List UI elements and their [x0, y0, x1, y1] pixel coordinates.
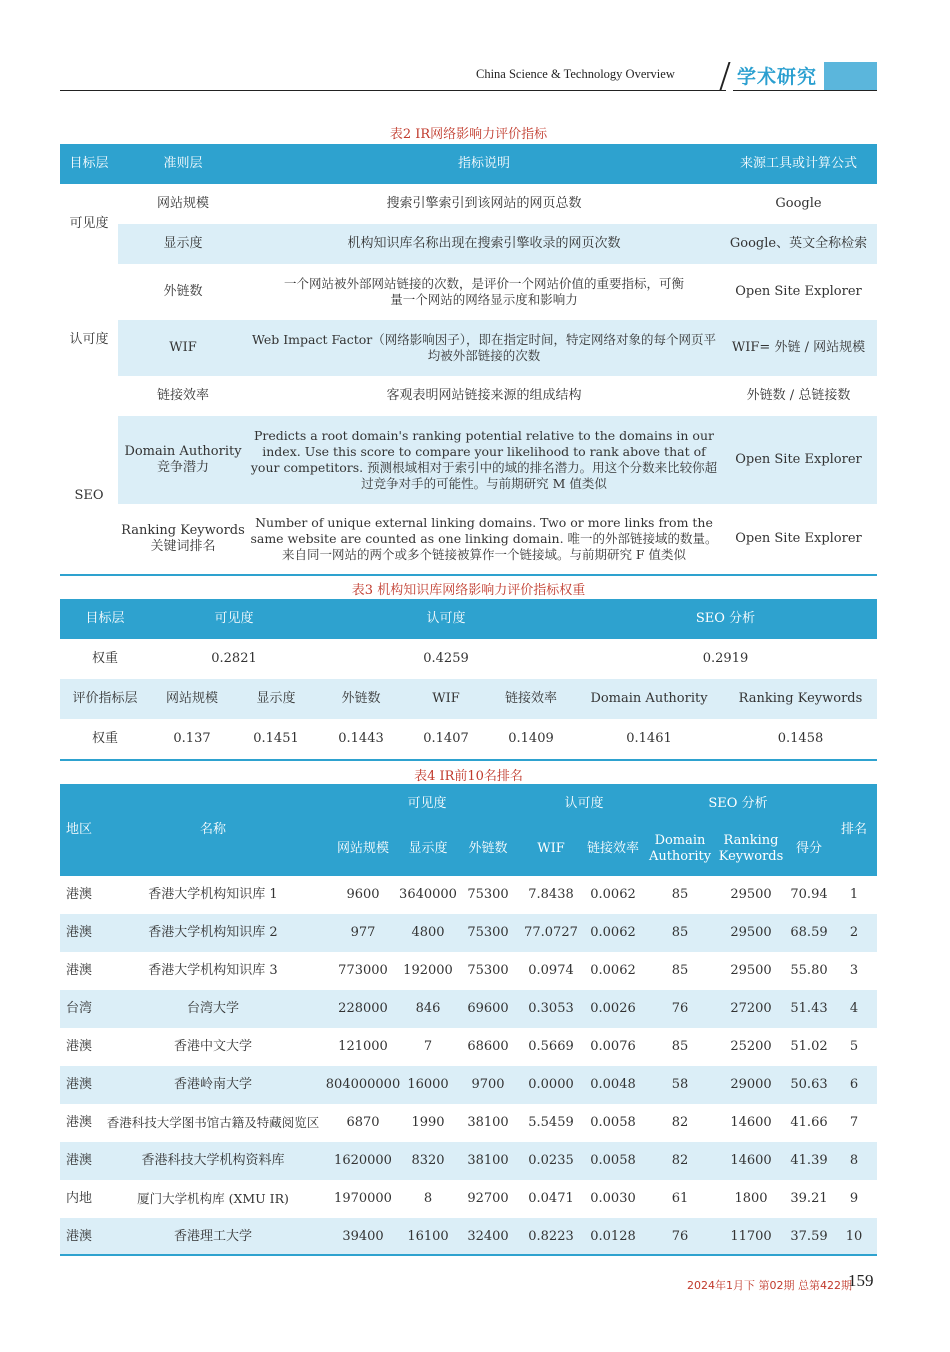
table2-source: Google — [775, 196, 822, 211]
table4-cell-visibility: 8 — [423, 1191, 433, 1206]
table4-row — [60, 1180, 877, 1218]
table2-source: Google、英文全称检索 — [729, 236, 868, 251]
table4-cell-score: 41.39 — [790, 1153, 828, 1168]
table4-cell-site-size: 977 — [350, 925, 376, 940]
table4-cell-ranking-keywords: 1800 — [734, 1191, 768, 1206]
table4-cell-site-size: 804000000 — [325, 1077, 401, 1092]
table4-cell-rank: 5 — [849, 1039, 859, 1054]
table3-cell: 评价指标层 — [72, 691, 138, 706]
table2-row — [60, 504, 877, 574]
table3-cell: 0.1409 — [508, 731, 554, 746]
table4-cell-region: 港澳 — [66, 1229, 93, 1244]
issue-info: 2024年1月下 第02期 总第422期 — [687, 1279, 852, 1292]
table3-cell: 链接效率 — [504, 691, 557, 706]
table4-cell-rank: 1 — [849, 887, 859, 902]
table2-criterion: Domain Authority 竞争潜力 — [124, 444, 242, 475]
table4-cell-region: 港澳 — [66, 1153, 93, 1168]
table3-cell: Domain Authority — [590, 691, 708, 706]
table4-cell-domain-authority: 85 — [671, 887, 689, 902]
table4-cell-visibility: 8320 — [411, 1153, 445, 1168]
table4-cell-score: 39.21 — [790, 1191, 828, 1206]
table4-cell-site-size: 1970000 — [334, 1191, 392, 1206]
table4-subheader: 显示度 — [408, 841, 448, 856]
table4-cell-link-efficiency: 0.0062 — [590, 887, 636, 902]
table4-subheader: 得分 — [795, 841, 822, 856]
table2-row — [60, 184, 877, 224]
table4-cell-ranking-keywords: 29500 — [730, 925, 772, 940]
table3-cell: 0.1458 — [777, 731, 824, 746]
table4-cell-ranking-keywords: 11700 — [730, 1229, 772, 1244]
table3-cell: 可见度 — [214, 611, 254, 626]
table2-row — [60, 376, 877, 416]
table4-cell-wif: 0.0235 — [528, 1153, 574, 1168]
table3-row — [60, 719, 877, 759]
table3-cell: 0.1407 — [423, 731, 469, 746]
table2-criterion: WIF — [169, 340, 197, 355]
table4-cell-region: 港澳 — [66, 887, 93, 902]
table3-caption: 表3 机构知识库网络影响力评价指标权重 — [351, 583, 586, 598]
table2-desc: 机构知识库名称出现在搜索引擎收录的网页次数 — [347, 236, 621, 251]
table4-cell-link-efficiency: 0.0062 — [590, 963, 636, 978]
table3-cell: 0.1443 — [338, 731, 384, 746]
table4-cell-domain-authority: 85 — [671, 1039, 689, 1054]
table2-header-row — [60, 144, 877, 184]
table4-header-seo: SEO 分析 — [708, 796, 768, 811]
table3 — [60, 599, 877, 761]
table2-row — [60, 320, 877, 376]
table3-cell: WIF — [432, 691, 460, 706]
table4-row — [60, 914, 877, 952]
table4-cell-rank: 4 — [849, 1001, 859, 1016]
table4-cell-domain-authority: 85 — [671, 963, 689, 978]
header-slash-divider — [719, 62, 730, 90]
table3-cell: Ranking Keywords — [738, 691, 863, 706]
table4-cell-score: 51.43 — [790, 1001, 828, 1016]
table4-header-region: 地区 — [66, 822, 93, 837]
table4-cell-name: 香港科技大学机构资料库 — [141, 1153, 285, 1168]
table3-cell: 显示度 — [256, 691, 296, 706]
table4-cell-region: 港澳 — [66, 1039, 93, 1054]
table4-cell-site-size: 773000 — [338, 963, 388, 978]
table2-header-cell: 准则层 — [163, 156, 203, 171]
table2-criterion: Ranking Keywords 关键词排名 — [121, 523, 245, 554]
table4-subheader: Domain Authority — [648, 833, 712, 864]
table4-cell-score: 41.66 — [790, 1115, 828, 1130]
table2-source: WIF= 外链 / 网站规模 — [731, 340, 866, 355]
table4-caption: 表4 IR前10名排名 — [414, 769, 523, 784]
table4-cell-wif: 0.8223 — [528, 1229, 574, 1244]
table4-cell-wif: 77.0727 — [524, 925, 578, 940]
table4-cell-link-efficiency: 0.0058 — [590, 1115, 636, 1130]
table4-cell-name: 香港大学机构知识库 3 — [148, 963, 278, 978]
table4-cell-score: 37.59 — [790, 1229, 828, 1244]
header-color-block — [824, 62, 877, 90]
table4-cell-site-size: 39400 — [342, 1229, 384, 1244]
table2-source: Open Site Explorer — [735, 452, 862, 467]
table4-cell-rank: 7 — [849, 1115, 859, 1130]
table4-cell-score: 55.80 — [790, 963, 828, 978]
table4-row — [60, 952, 877, 990]
table4-cell-score: 50.63 — [790, 1077, 828, 1092]
table4-cell-domain-authority: 76 — [671, 1001, 689, 1016]
table4-header — [60, 784, 877, 876]
table4-cell-name: 香港岭南大学 — [173, 1077, 252, 1092]
table2-desc: Predicts a root domain's ranking potential relative to the domains in our index. Use this score to compare your likelihood to rank above that of your competitors. 预测根域相对于索引中的域的排名潜力。用这个分数来比较你超过竞争对手的可能性。与前期研究 M 值类似 — [250, 428, 718, 491]
table4-cell-region: 内地 — [66, 1191, 93, 1206]
table4-cell-ranking-keywords: 25200 — [730, 1039, 772, 1054]
table4-cell-name: 香港理工大学 — [173, 1229, 252, 1244]
table3-cell: 0.1461 — [626, 731, 672, 746]
table4-subheader: 外链数 — [468, 841, 508, 856]
table4-cell-rank: 2 — [849, 925, 859, 940]
table4-cell-domain-authority: 82 — [671, 1153, 689, 1168]
table4-cell-domain-authority: 85 — [671, 925, 689, 940]
page-number: 159 — [848, 1271, 874, 1290]
table4-cell-name: 台湾大学 — [186, 1001, 239, 1016]
table2-desc: 搜索引擎索引到该网站的网页总数 — [386, 196, 582, 211]
table4-cell-ranking-keywords: 14600 — [730, 1115, 772, 1130]
table4-cell-rank: 10 — [845, 1229, 863, 1244]
table4-cell-site-size: 6870 — [346, 1115, 380, 1130]
table4-row — [60, 1066, 877, 1104]
table2-row — [60, 224, 877, 264]
section-title: 学术研究 — [737, 66, 818, 88]
table3-row — [60, 679, 877, 719]
table4-subheader: 链接效率 — [586, 841, 639, 856]
table4-cell-visibility: 1990 — [411, 1115, 445, 1130]
table4-cell-wif: 0.0471 — [528, 1191, 574, 1206]
table4-cell-site-size: 9600 — [346, 887, 380, 902]
table4-cell-wif: 0.0974 — [528, 963, 574, 978]
table4-cell-ranking-keywords: 27200 — [730, 1001, 772, 1016]
table2-group-cell: 可见度 — [69, 216, 109, 231]
table4-cell-rank: 3 — [849, 963, 859, 978]
table2-group-cell: 认可度 — [69, 332, 109, 347]
table2-bottom-rule — [60, 574, 877, 576]
table4-cell-score: 51.02 — [790, 1039, 828, 1054]
table4-cell-wif: 0.3053 — [528, 1001, 574, 1016]
table2-source: Open Site Explorer — [735, 284, 862, 299]
table2-source: 外链数 / 总链接数 — [746, 388, 851, 403]
table4-cell-visibility: 192000 — [403, 963, 453, 978]
table2-source: Open Site Explorer — [735, 531, 862, 546]
table4-cell-region: 台湾 — [66, 1001, 93, 1016]
table4-cell-domain-authority: 82 — [671, 1115, 689, 1130]
table4-row — [60, 1142, 877, 1180]
table2 — [60, 144, 877, 576]
table4-cell-domain-authority: 61 — [671, 1191, 689, 1206]
table4-cell-external-links: 75300 — [467, 963, 509, 978]
table4-row — [60, 1104, 877, 1142]
table4-cell-external-links: 32400 — [467, 1229, 509, 1244]
table2-header-cell: 指标说明 — [457, 156, 510, 171]
table4-cell-region: 港澳 — [66, 1115, 93, 1130]
table4-cell-ranking-keywords: 29500 — [730, 887, 772, 902]
table4-cell-visibility: 3640000 — [399, 887, 457, 902]
table4-cell-name: 香港中文大学 — [173, 1039, 252, 1054]
table3-cell: 外链数 — [341, 691, 381, 706]
table4-cell-ranking-keywords: 14600 — [730, 1153, 772, 1168]
table4-cell-name: 厦门大学机构库 (XMU IR) — [137, 1191, 289, 1206]
table4-bottom-rule — [60, 1254, 877, 1256]
table4-header-name: 名称 — [199, 822, 226, 837]
table4-cell-wif: 0.0000 — [528, 1077, 574, 1092]
table4-cell-name: 香港大学机构知识库 2 — [148, 925, 278, 940]
table3-cell: 网站规模 — [165, 691, 218, 706]
table2-desc: 客观表明网站链接来源的组成结构 — [386, 388, 582, 403]
table4-cell-visibility: 7 — [423, 1039, 433, 1054]
table4-cell-wif: 0.5669 — [528, 1039, 574, 1054]
table4-cell-external-links: 75300 — [467, 925, 509, 940]
table4-cell-external-links: 9700 — [471, 1077, 505, 1092]
table4-cell-link-efficiency: 0.0026 — [590, 1001, 636, 1016]
header-rule-right — [733, 90, 877, 91]
table3-cell: 0.4259 — [423, 651, 469, 666]
table4-cell-external-links: 69600 — [467, 1001, 509, 1016]
table3-cell: 0.2919 — [702, 651, 749, 666]
table4-cell-link-efficiency: 0.0058 — [590, 1153, 636, 1168]
table2-desc: Number of unique external linking domains. Two or more links from the same website are counted as one linking domain. 唯一的外部链接域的数量。来自同一网站的两个或多个链接被算作一个链接域。与前期研究 F 值类似 — [250, 515, 718, 562]
table4-cell-external-links: 38100 — [467, 1153, 509, 1168]
table4-cell-link-efficiency: 0.0076 — [590, 1039, 636, 1054]
table4-header-visibility: 可见度 — [407, 796, 447, 811]
table4-header-rank: 排名 — [840, 822, 867, 837]
table2-header-cell: 目标层 — [69, 156, 109, 171]
table4-cell-name: 香港科技大学图书馆古籍及特藏阅览区 — [106, 1115, 320, 1130]
table3-bottom-rule — [60, 759, 877, 761]
table2-group-cell: SEO — [74, 488, 104, 503]
table4-row — [60, 1218, 877, 1256]
table2-desc: 一个网站被外部网站链接的次数，是评价一个网站价值的重要指标，可衡量一个网站的网络显示度和影响力 — [283, 276, 684, 307]
table3-cell: 权重 — [91, 731, 118, 746]
table4-cell-score: 70.94 — [790, 887, 828, 902]
table2-criterion: 显示度 — [163, 236, 203, 251]
table2-row — [60, 264, 877, 320]
table4-cell-wif: 5.5459 — [528, 1115, 574, 1130]
table4-cell-rank: 8 — [849, 1153, 859, 1168]
table2-row — [60, 416, 877, 504]
table2-criterion: 网站规模 — [156, 196, 209, 211]
table4-cell-link-efficiency: 0.0128 — [590, 1229, 636, 1244]
table2-desc: Web Impact Factor（网络影响因子），即在指定时间，特定网络对象的每个网页平均被外部链接的次数 — [252, 332, 716, 363]
header-rule — [60, 90, 726, 91]
table4-cell-external-links: 38100 — [467, 1115, 509, 1130]
table4-row — [60, 1028, 877, 1066]
table3-cell: SEO 分析 — [695, 611, 756, 626]
table4-row — [60, 990, 877, 1028]
table4-cell-region: 港澳 — [66, 1077, 93, 1092]
table4-cell-link-efficiency: 0.0048 — [590, 1077, 636, 1092]
table4-cell-visibility: 4800 — [411, 925, 445, 940]
table3-header-row — [60, 599, 877, 639]
table4-cell-link-efficiency: 0.0030 — [590, 1191, 636, 1206]
table4-cell-link-efficiency: 0.0062 — [590, 925, 636, 940]
table4-cell-score: 68.59 — [790, 925, 828, 940]
table4-subheader: WIF — [537, 841, 565, 856]
table4 — [60, 784, 877, 1256]
table2-caption: 表2 IR网络影响力评价指标 — [389, 127, 548, 142]
table3-row — [60, 639, 877, 679]
table4-cell-site-size: 228000 — [338, 1001, 388, 1016]
table3-cell: 目标层 — [85, 611, 125, 626]
table4-cell-external-links: 92700 — [467, 1191, 509, 1206]
journal-title: China Science & Technology Overview — [476, 67, 675, 81]
table2-criterion: 外链数 — [163, 284, 203, 299]
table3-cell: 0.1451 — [253, 731, 299, 746]
table4-cell-site-size: 121000 — [338, 1039, 388, 1054]
table4-cell-site-size: 1620000 — [334, 1153, 392, 1168]
table4-cell-visibility: 846 — [415, 1001, 441, 1016]
table4-header-recognition: 认可度 — [564, 796, 604, 811]
table4-cell-ranking-keywords: 29500 — [730, 963, 772, 978]
table4-cell-rank: 6 — [849, 1077, 859, 1092]
table3-cell: 权重 — [91, 651, 118, 666]
table2-criterion: 链接效率 — [156, 388, 209, 403]
table3-cell: 0.2821 — [211, 651, 257, 666]
table4-cell-domain-authority: 76 — [671, 1229, 689, 1244]
table4-cell-name: 香港大学机构知识库 1 — [148, 887, 278, 902]
table4-subheader: Ranking Keywords — [718, 833, 784, 864]
table4-subheader: 网站规模 — [336, 841, 389, 856]
table3-cell: 认可度 — [426, 611, 466, 626]
table2-header-cell: 来源工具或计算公式 — [739, 156, 857, 171]
table4-cell-region: 港澳 — [66, 963, 93, 978]
table4-cell-rank: 9 — [849, 1191, 859, 1206]
table4-cell-visibility: 16000 — [407, 1077, 449, 1092]
table4-cell-region: 港澳 — [66, 925, 93, 940]
table4-cell-wif: 7.8438 — [528, 887, 574, 902]
table3-cell: 0.137 — [173, 731, 211, 746]
table4-cell-visibility: 16100 — [407, 1229, 449, 1244]
table4-cell-external-links: 75300 — [467, 887, 509, 902]
table4-cell-external-links: 68600 — [467, 1039, 509, 1054]
table4-cell-domain-authority: 58 — [671, 1077, 689, 1092]
table4-row — [60, 876, 877, 914]
table4-cell-ranking-keywords: 29000 — [730, 1077, 772, 1092]
